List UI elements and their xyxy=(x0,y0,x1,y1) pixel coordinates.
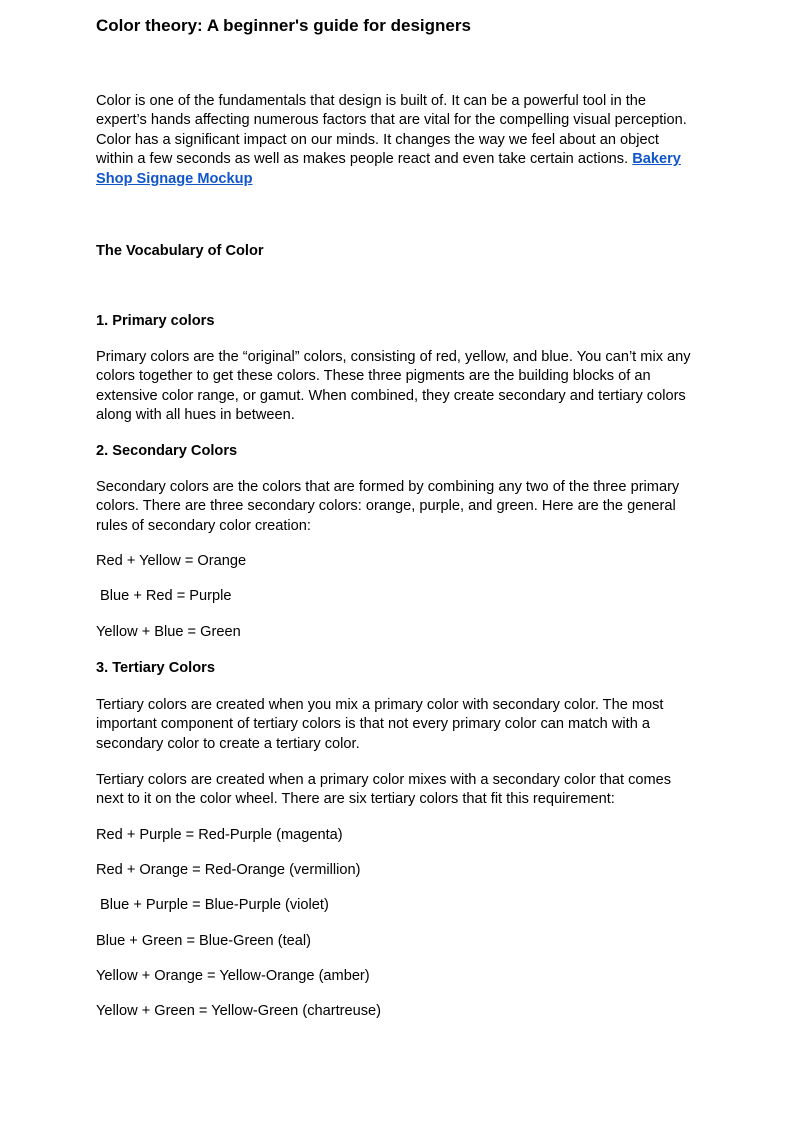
tertiary-rule: Yellow + Green = Yellow-Green (chartreuse) xyxy=(96,1003,382,1019)
tertiary-rule: Red + Purple = Red-Purple (magenta) xyxy=(96,827,343,843)
tertiary-rule: Blue + Green = Blue-Green (teal) xyxy=(96,933,311,949)
tertiary-colors-paragraph-1 xyxy=(96,696,696,754)
paragraph-line: extensive color range, or gamut. When combined, they create secondary and tertiary colors xyxy=(96,387,686,404)
intro-line: Color has a significant impact on our minds. It changes the way we feel about an object xyxy=(96,131,659,148)
tertiary-rule: Blue + Purple = Blue-Purple (violet) xyxy=(96,897,329,913)
paragraph-line: Tertiary colors are created when a primary color mixes with a secondary color that comes xyxy=(96,772,672,788)
paragraph-line: Secondary colors are the colors that are formed by combining any two of the three primary xyxy=(96,479,680,495)
paragraph-line: colors. There are three secondary colors: orange, purple, and green. Here are the general xyxy=(96,498,676,515)
tertiary-colors-heading: 3. Tertiary Colors xyxy=(96,660,215,676)
intro-paragraph xyxy=(96,92,696,189)
intro-line: within a few seconds as well as makes people react and even take certain actions. xyxy=(96,151,633,168)
tertiary-rule: Yellow + Orange = Yellow-Orange (amber) xyxy=(96,968,370,984)
secondary-rule: Blue + Red = Purple xyxy=(96,588,232,604)
document-title: Color theory: A beginner's guide for designers xyxy=(96,16,471,35)
paragraph-line: colors together to get these colors. These three pigments are the building blocks of an xyxy=(96,368,651,385)
paragraph-line: rules of secondary color creation: xyxy=(96,517,311,534)
bakery-shop-mockup-link[interactable]: Bakery xyxy=(632,151,681,168)
secondary-colors-heading: 2. Secondary Colors xyxy=(96,443,238,459)
intro-link-continuation xyxy=(96,170,696,189)
bakery-shop-mockup-link-continued[interactable]: Shop Signage Mockup xyxy=(96,170,253,187)
paragraph-line: next to it on the color wheel. There are six tertiary colors that fit this requirement: xyxy=(96,791,615,808)
primary-colors-heading: 1. Primary colors xyxy=(96,313,215,329)
tertiary-colors-paragraph-2 xyxy=(96,771,696,810)
secondary-rule: Yellow + Blue = Green xyxy=(96,624,241,640)
paragraph-line: Primary colors are the “original” colors, consisting of red, yellow, and blue. You can’t mix any xyxy=(96,349,691,365)
intro-line: expert’s hands affecting numerous factors that are vital for the compelling visual perception. xyxy=(96,112,687,129)
intro-line-with-link xyxy=(96,150,696,169)
secondary-colors-paragraph xyxy=(96,478,696,536)
intro-line: Color is one of the fundamentals that design is built of. It can be a powerful tool in the xyxy=(96,93,647,109)
paragraph-line: secondary color to create a tertiary color. xyxy=(96,735,360,752)
paragraph-line: along with all hues in between. xyxy=(96,407,295,424)
paragraph-line: important component of tertiary colors is that not every primary color can match with a xyxy=(96,716,650,733)
vocabulary-heading: The Vocabulary of Color xyxy=(96,243,264,259)
tertiary-rule: Red + Orange = Red-Orange (vermillion) xyxy=(96,862,361,878)
secondary-rule: Red + Yellow = Orange xyxy=(96,553,247,569)
primary-colors-paragraph xyxy=(96,348,696,426)
paragraph-line: Tertiary colors are created when you mix a primary color with secondary color. The most xyxy=(96,697,664,713)
